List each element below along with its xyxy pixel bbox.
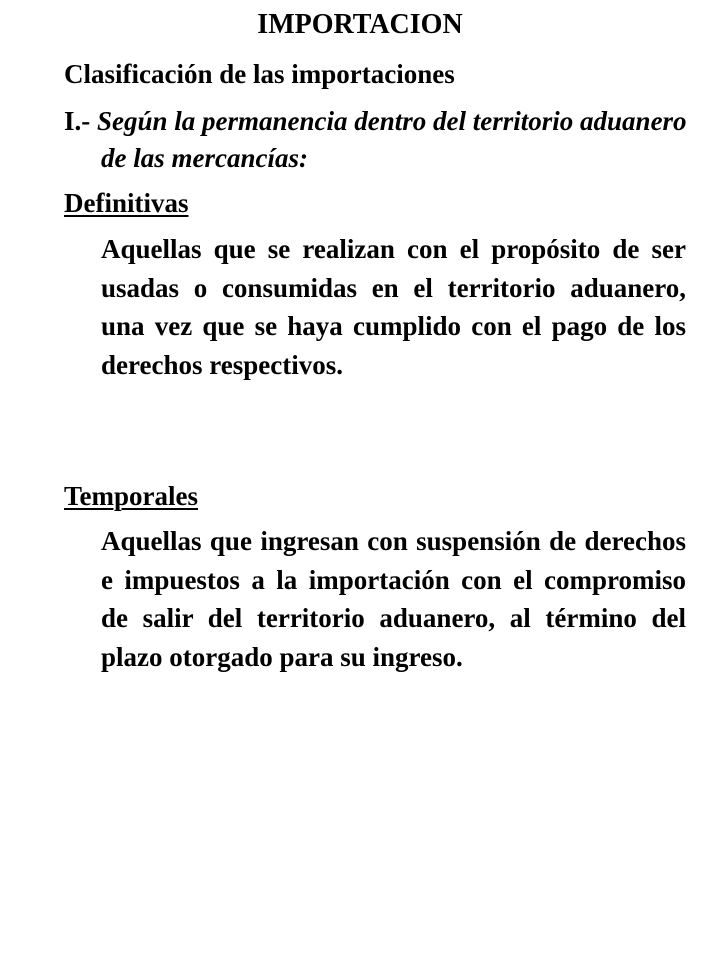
section-subtitle: Clasificación de las importaciones [64,59,455,89]
point-number: I.- [64,106,91,136]
paragraph-definitivas: Aquellas que se realizan con el propósito de ser usadas o consumidas en el territorio aduanero, una vez que se haya cumplido con el pago de los derechos respectivos. [101,234,686,380]
classification-point [64,103,701,177]
page-title: IMPORTACION [257,9,463,40]
heading-definitivas: Definitivas [64,188,189,218]
point-description: Según la permanencia dentro del territorio aduanero de las mercancías: [97,106,687,173]
paragraph-temporales: Aquellas que ingresan con suspensión de derechos e impuestos a la importación con el compromiso de salir del territorio aduanero, al término del plazo otorgado para su ingreso. [101,526,686,672]
heading-temporales: Temporales [64,481,198,511]
